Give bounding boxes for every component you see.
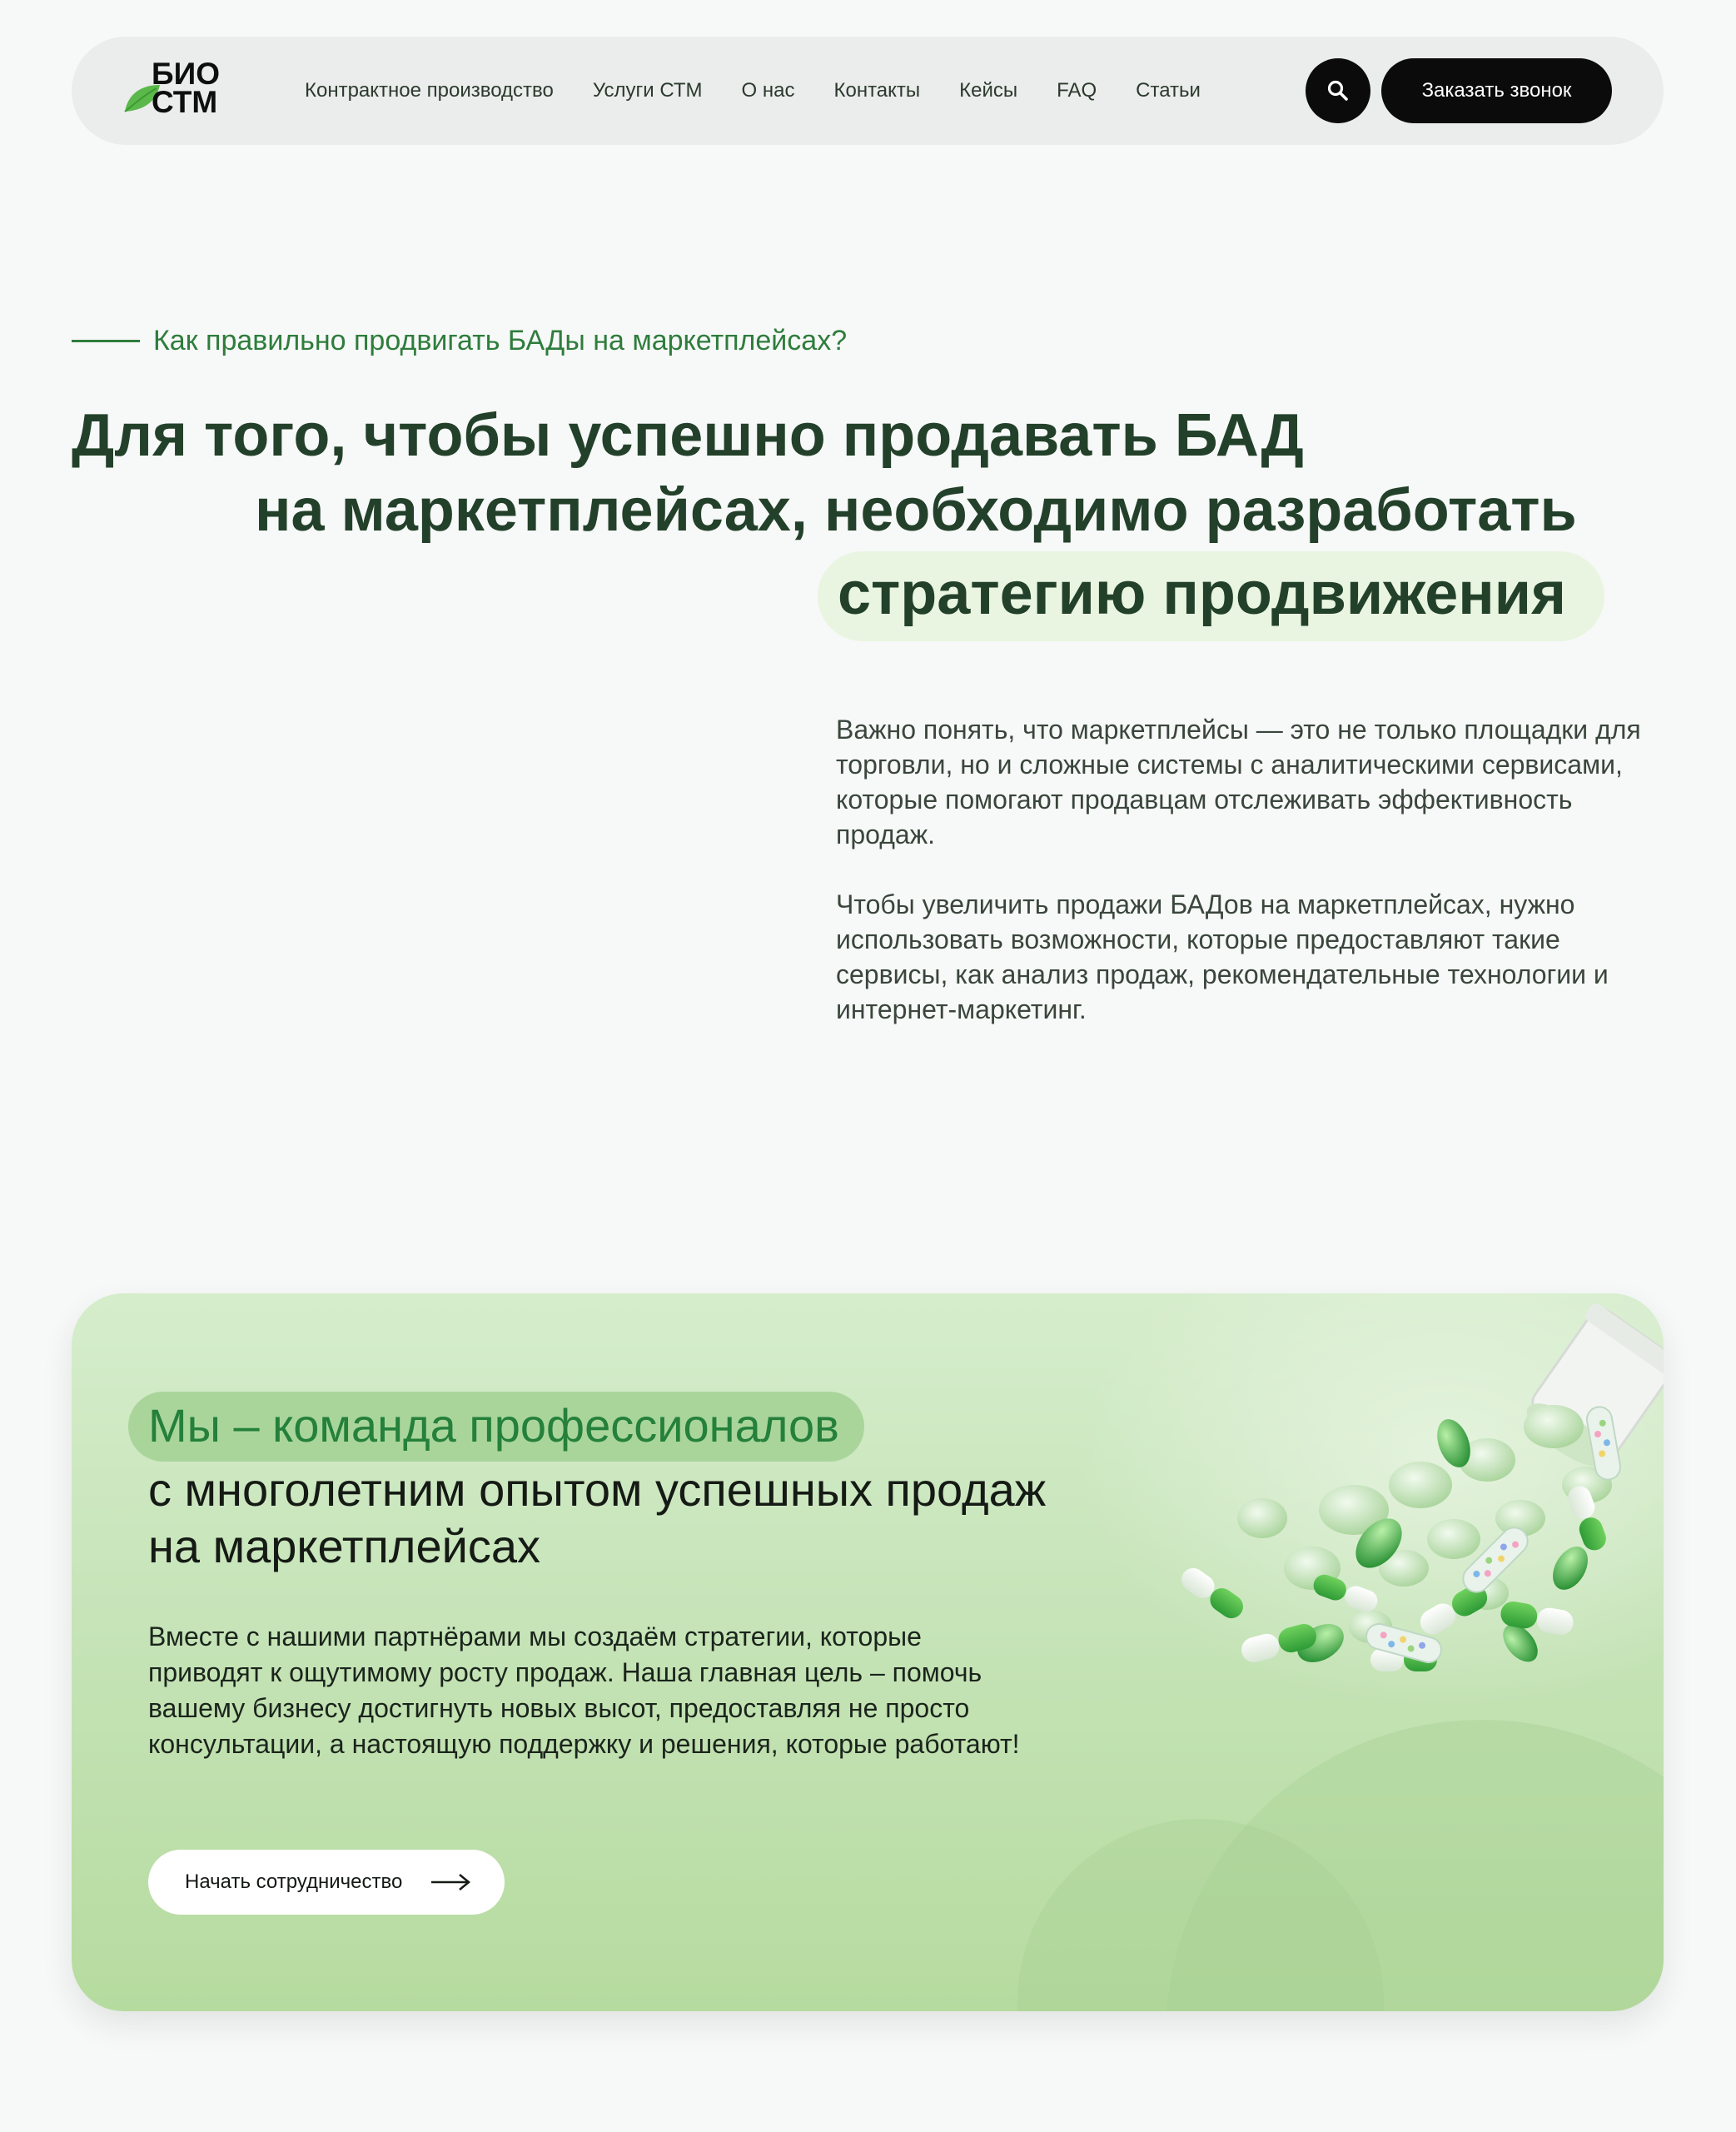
nav-stm-services[interactable]: Услуги СТМ — [592, 79, 703, 102]
logo-text: БИО СТМ — [152, 57, 220, 119]
header-bar — [72, 37, 1664, 145]
pills-image — [987, 1293, 1664, 1726]
nav-contract-production[interactable]: Контрактное производство — [305, 79, 554, 102]
promo-title-line: с многолетним опытом успешных продаж — [148, 1463, 1047, 1516]
promo-text: Вместе с нашими партнёрами мы создаём стратегии, которые приводят к ощутимому росту продаж. Наша главная цель – помочь вашему бизнесу достигнуть новых высот, предоставляя не просто консультации, а настоящую поддержку и решения, которые работают! — [148, 1621, 1020, 1759]
start-cooperation-button[interactable] — [148, 1850, 505, 1915]
promo-title — [128, 1392, 1046, 1575]
order-call-button[interactable]: Заказать звонок — [1381, 58, 1612, 123]
search-icon — [1326, 79, 1350, 102]
eyebrow-line — [72, 340, 140, 342]
nav-cases[interactable]: Кейсы — [959, 79, 1018, 102]
promo-title-line: на маркетплейсах — [148, 1520, 541, 1572]
promo-title-highlight: Мы – команда профессионалов — [128, 1392, 864, 1462]
nav-articles[interactable]: Статьи — [1136, 79, 1201, 102]
promo-card — [72, 1293, 1664, 2011]
nav-about[interactable]: О нас — [741, 79, 795, 102]
main-nav — [305, 37, 1240, 145]
start-cooperation-label: Начать сотрудничество — [185, 1870, 403, 1893]
arrow-right-icon — [430, 1872, 471, 1892]
nav-contacts[interactable]: Контакты — [833, 79, 921, 102]
search-button[interactable] — [1306, 58, 1370, 123]
intro-paragraph: Чтобы увеличить продажи БАДов на маркетплейсах, нужно использовать возможности, которые предоставляют такие сервисы, как анализ продаж, рекомендательные технологии и интернет-маркетинг. — [836, 889, 1609, 1024]
headline-line-1: Для того, чтобы успешно продавать БАД — [72, 402, 1304, 469]
logo[interactable] — [123, 58, 248, 125]
headline-line-2: на маркетплейсах, необходимо разработать — [255, 477, 1577, 544]
eyebrow-text: Как правильно продвигать БАДы на маркетплейсах? — [153, 325, 848, 356]
section-eyebrow — [72, 325, 847, 357]
intro-paragraph: Важно понять, что маркетплейсы — это не только площадки для торговли, но и сложные системы с аналитическими сервисами, которые помогают продавцам отслеживать эффективность продаж. — [836, 715, 1641, 849]
nav-faq[interactable]: FAQ — [1057, 79, 1097, 102]
headline-highlight: стратегию продвижения — [818, 551, 1604, 641]
intro-body — [836, 712, 1669, 1027]
